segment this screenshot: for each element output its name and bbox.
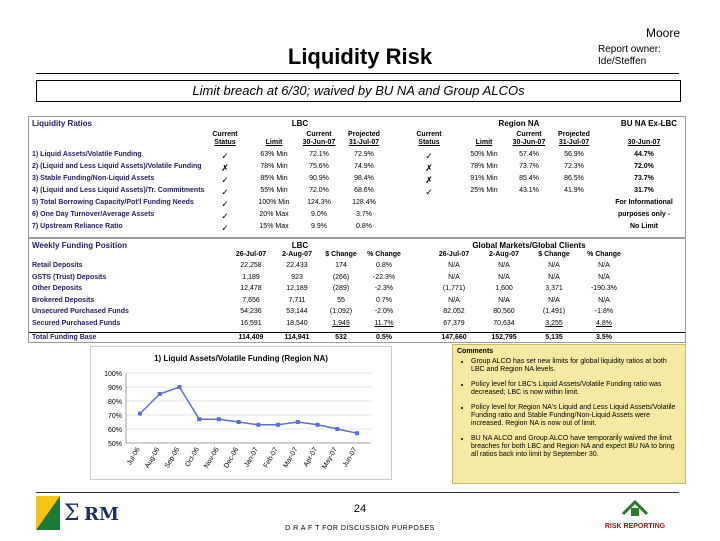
ratio-cell: 68.6% (354, 187, 374, 194)
weekly-row (29, 307, 685, 318)
ratios-col-header: Limit (265, 139, 283, 146)
ratio-cell: ✓ (221, 199, 229, 209)
ratio-cell: ✓ (221, 211, 229, 221)
weekly-global-header: Global Markets/Global Clients (472, 241, 586, 250)
x-tick-label: Sep-06 (163, 446, 182, 470)
weekly-cell: 147,660 (441, 334, 467, 341)
weekly-cell: -190.3% (590, 285, 618, 292)
ratio-cell: ✓ (221, 223, 229, 233)
ratio-row (29, 163, 685, 174)
x-tick-label: Aug-06 (144, 446, 162, 470)
x-tick-label: Feb-07 (262, 446, 280, 470)
data-point (256, 423, 260, 427)
ratio-cell: 74.9% (354, 163, 374, 170)
comment-item: • Group ALCO has set new limits for global liquidity ratios at both LBC and Region NA levels. (471, 358, 681, 374)
weekly-row (29, 319, 685, 330)
ratios-col-header: 30-Jun-07 (627, 139, 661, 146)
risk-reporting-text: RISK REPORTING (604, 523, 666, 530)
y-tick-label: 90% (107, 385, 122, 392)
region-na-header: Region NA (498, 119, 540, 128)
weekly-cell: N/A (448, 273, 460, 281)
x-tick-label: Apr-07 (302, 446, 320, 469)
weekly-funding-table (28, 238, 686, 343)
ratios-col-header: Projected (348, 131, 380, 138)
weekly-cell: 70,634 (493, 319, 515, 327)
data-point (197, 417, 201, 421)
weekly-cell: 1,600 (495, 285, 513, 292)
weekly-col-header: % Change (587, 251, 621, 258)
data-point (355, 431, 359, 435)
weekly-cell: (266) (332, 273, 350, 281)
weekly-cell: 12,189 (286, 285, 308, 292)
ratio-label: 2) (Liquid and Less Liquid Assets)/Volatile Funding (32, 163, 202, 170)
y-tick-label: 80% (107, 399, 122, 406)
lbc-header: LBC (291, 119, 309, 128)
weekly-cell: N/A (548, 296, 560, 304)
y-tick-label: 50% (107, 441, 122, 448)
ratio-cell: 31.7% (634, 187, 654, 194)
weekly-cell: 7,656 (242, 296, 260, 304)
x-tick-label: Jun-07 (341, 446, 359, 469)
ratio-cell: purposes only - (617, 211, 671, 218)
weekly-cell: 16,591 (240, 319, 262, 327)
weekly-label: Total Funding Base (32, 334, 97, 341)
weekly-lbc-header: LBC (291, 241, 309, 250)
x-tick-label: May-07 (321, 446, 340, 471)
weekly-cell: N/A (598, 262, 610, 269)
data-point (335, 427, 339, 431)
weekly-cell: 11.7% (374, 319, 394, 327)
weekly-label: Brokered Deposits (32, 296, 95, 304)
ratio-row (29, 175, 685, 186)
data-point (138, 412, 142, 416)
draft-notice: D R A F T FOR DISCUSSION PURPOSES (285, 525, 435, 532)
ratio-cell: 128.4% (352, 199, 376, 206)
bu-na-header: BU NA Ex-LBC (620, 119, 678, 128)
comments-panel (452, 344, 686, 484)
ratio-cell: ✓ (425, 187, 433, 197)
weekly-col-header: 26-Jul-07 (235, 251, 267, 258)
ratio-cell: 73.7% (634, 175, 654, 182)
weekly-col-header: 2-Aug-07 (489, 251, 519, 258)
weekly-cell: 0.7% (376, 296, 392, 304)
ratio-cell: 55% Min (260, 187, 288, 194)
weekly-row (29, 284, 685, 295)
ratio-cell: 72.0% (634, 163, 654, 170)
data-point (177, 385, 181, 389)
owner-names: Ide/Steffen (598, 56, 647, 67)
weekly-cell: 1,949 (332, 319, 350, 327)
ratios-col-header: 31-Jul-07 (348, 139, 380, 146)
ratio-cell: 20% Max (259, 211, 289, 218)
weekly-cell: N/A (498, 296, 510, 304)
ratio-cell: 50% Min (470, 151, 498, 158)
weekly-label: Unsecured Purchased Funds (32, 308, 129, 315)
ratio-cell: 72.9% (354, 151, 374, 158)
ratio-label: 5) Total Borrowing Capacity/Pot'l Funding Needs (32, 199, 194, 206)
ratio-row (29, 211, 685, 222)
line-chart (91, 347, 391, 479)
weekly-cell: 114,941 (284, 334, 310, 341)
ratio-row (29, 151, 685, 162)
weekly-cell: 80,560 (493, 308, 515, 315)
weekly-cell: 152,795 (491, 334, 517, 341)
breach-note: Limit breach at 6/30; waived by BU NA and Group ALCOs (36, 80, 681, 102)
rm-logo-text: RM (84, 504, 119, 525)
ratio-cell: ✗ (221, 163, 229, 173)
weekly-cell: N/A (498, 262, 510, 269)
ratios-col-header: Status (418, 139, 440, 146)
weekly-cell: 7,711 (288, 296, 306, 304)
weekly-cell: N/A (498, 273, 510, 281)
ratio-cell: ✓ (425, 151, 433, 161)
y-tick-label: 60% (107, 427, 122, 434)
ratio-cell: 72.3% (564, 163, 584, 170)
data-point (276, 423, 280, 427)
ratio-cell: 72.0% (309, 187, 329, 194)
weekly-cell: 923 (291, 273, 303, 281)
ratio-cell: 90.9% (309, 175, 329, 182)
weekly-cell: -2.3% (374, 285, 394, 292)
x-tick-label: Dec-06 (223, 446, 241, 470)
ratio-label: 4) (Liquid and Less Liquid Assets)/Tr. Commitments (32, 187, 205, 194)
ratio-cell: 9.9% (311, 223, 327, 230)
author-name: Moore (645, 26, 680, 40)
weekly-cell: -1.8% (594, 308, 614, 315)
weekly-row (29, 261, 685, 272)
weekly-cell: (1,771) (442, 285, 466, 292)
svg-text:Σ: Σ (64, 501, 80, 526)
page-title: Liquidity Risk (287, 44, 433, 69)
ratio-cell: 124.3% (307, 199, 331, 206)
comments-list (453, 358, 685, 459)
weekly-col-header: $ Change (538, 251, 570, 258)
title-divider (36, 73, 679, 74)
weekly-cell: 5,135 (545, 334, 563, 341)
ratio-cell: 57.4% (519, 151, 539, 158)
weekly-cell: 4.8% (596, 319, 612, 327)
ratio-cell: 98.4% (354, 175, 374, 182)
weekly-cell: (1,092) (329, 308, 353, 315)
weekly-cell: 0.8% (376, 262, 392, 269)
x-tick-label: Jan-07 (243, 446, 261, 469)
weekly-cell: 532 (335, 334, 347, 341)
weekly-cell: N/A (548, 262, 560, 269)
ratio-cell: 91% Min (470, 175, 498, 182)
liquidity-ratios-table (28, 116, 686, 238)
weekly-cell: 3.5% (596, 334, 612, 341)
weekly-label: Retail Deposits (32, 262, 83, 269)
x-tick-label: Oct-06 (184, 446, 201, 469)
ratio-cell: 100% Min (258, 199, 290, 206)
data-point (237, 420, 241, 424)
x-tick-label: Mar-07 (282, 446, 300, 470)
weekly-cell: 18,540 (286, 319, 308, 327)
ratios-col-header: Current (416, 131, 442, 138)
ratio-cell: 73.7% (519, 163, 539, 170)
weekly-title: Weekly Funding Position (32, 241, 127, 250)
ratio-cell: For Informational (615, 199, 673, 206)
weekly-cell: (289) (332, 285, 350, 292)
ratio-cell: 78% Min (470, 163, 498, 170)
weekly-cell: N/A (448, 262, 460, 269)
ratio-row (29, 223, 685, 234)
weekly-cell: (1,491) (542, 308, 566, 315)
comments-title: Comments (457, 348, 494, 355)
ratio-cell: 3.7% (356, 211, 372, 218)
chart-title: 1) Liquid Assets/Volatile Funding (Region NA) (154, 354, 328, 363)
weekly-cell: N/A (598, 296, 610, 304)
data-point (316, 423, 320, 427)
ratio-cell: 86.5% (564, 175, 584, 182)
weekly-col-header: 26-Jul-07 (438, 251, 470, 258)
ratio-cell: 0.8% (356, 223, 372, 230)
ratios-col-header: Projected (558, 131, 590, 138)
ratio-label: 1) Liquid Assets/Volatile Funding (32, 151, 142, 158)
ratio-cell: 78% Min (260, 163, 288, 170)
ratio-cell: No Limit (630, 223, 658, 230)
weekly-cell: 114,409 (238, 334, 264, 341)
weekly-cell: 3,371 (545, 285, 563, 292)
ratio-cell: 25% Min (470, 187, 498, 194)
ratio-cell: ✗ (425, 163, 433, 173)
ratios-col-header: Status (214, 139, 236, 146)
weekly-cell: N/A (448, 296, 460, 304)
weekly-row (29, 296, 685, 307)
weekly-cell: 82,052 (443, 308, 465, 315)
ratios-col-header: 31-Jul-07 (558, 139, 590, 146)
weekly-cell: 67,379 (443, 319, 465, 327)
weekly-label: Other Deposits (32, 285, 83, 292)
ratios-col-header: Current (516, 131, 542, 138)
x-tick-label: Jul-06 (126, 446, 142, 467)
ratio-cell: 85.4% (519, 175, 539, 182)
comment-item: • BU NA ALCO and Group ALCO have temporarily waived the limit breaches for both LBC and Region NA and expect BU NA to bring all ratios back into limit by September 30. (471, 435, 681, 459)
data-point (296, 420, 300, 424)
footer-divider (36, 492, 679, 493)
weekly-cell: 174 (335, 262, 347, 269)
ratios-col-header: Current (306, 131, 332, 138)
ratio-row (29, 187, 685, 198)
ratio-cell: 72.1% (309, 151, 329, 158)
y-tick-label: 70% (107, 413, 122, 420)
weekly-row (29, 332, 685, 344)
weekly-label: GSTS (Trust) Deposits (32, 273, 107, 281)
ratio-row (29, 199, 685, 210)
ratio-cell: 9.0% (311, 211, 327, 218)
y-tick-label: 100% (104, 371, 122, 378)
weekly-cell: 0.5% (376, 334, 392, 341)
weekly-cell: 22,433 (286, 262, 308, 269)
ratio-cell: 15% Max (259, 223, 289, 230)
ratio-label: 3) Stable Funding/Non-Liquid Assets (32, 175, 155, 182)
weekly-cell: N/A (598, 273, 610, 281)
ratio-cell: ✓ (221, 175, 229, 185)
weekly-cell: 1,189 (242, 273, 260, 281)
ratio-label: 6) One Day Turnover/Average Assets (32, 211, 155, 218)
weekly-cell: -2.0% (374, 308, 394, 315)
comment-item: • Policy level for LBC's Liquid Assets/Volatile Funding ratio was decreased; LBC is now within limit. (471, 381, 681, 397)
weekly-col-header: % Change (367, 251, 401, 258)
weekly-cell: 12,478 (240, 285, 262, 292)
weekly-cell: 54,236 (240, 308, 262, 315)
ratios-col-header: 30-Jun-07 (302, 139, 336, 146)
x-tick-label: Nov-06 (203, 446, 221, 470)
weekly-row (29, 273, 685, 284)
data-point (158, 392, 162, 396)
ratios-col-header: Limit (475, 139, 493, 146)
ratio-cell: 85% Min (260, 175, 288, 182)
ratios-title: Liquidity Ratios (32, 119, 92, 128)
ratio-cell: 41.9% (564, 187, 584, 194)
chart-panel (90, 346, 392, 480)
data-point (217, 417, 221, 421)
weekly-cell: N/A (548, 273, 560, 281)
ratio-cell: 56.9% (564, 151, 584, 158)
owner-label: Report owner: (598, 44, 661, 55)
weekly-col-header: $ Change (325, 251, 357, 258)
ratio-cell: 44.7% (634, 151, 654, 158)
ratio-cell: ✓ (221, 187, 229, 197)
page-number: 24 (353, 503, 367, 515)
ratio-cell: 43.1% (519, 187, 539, 194)
ratio-cell: ✓ (221, 151, 229, 161)
ratio-cell: 75.6% (309, 163, 329, 170)
weekly-cell: 55 (337, 296, 345, 304)
weekly-label: Secured Purchased Funds (32, 319, 121, 327)
weekly-cell: -22.3% (372, 273, 396, 281)
weekly-col-header: 2-Aug-07 (282, 251, 312, 258)
series-line (140, 387, 357, 433)
ratio-cell: 63% Min (260, 151, 288, 158)
ratios-col-header: 30-Jun-07 (512, 139, 546, 146)
weekly-cell: 53,144 (286, 308, 308, 315)
ratio-label: 7) Upstream Reliance Ratio (32, 223, 123, 230)
ratios-col-header: Current (212, 131, 238, 138)
ratio-cell: ✗ (425, 175, 433, 185)
weekly-cell: 22,258 (240, 262, 262, 269)
comment-item: • Policy level for Region NA's Liquid and Less Liquid Assets/Volatile Funding ratio and Stable Funding/Non-Liquid Assets were increased. Region NA is now out of limit. (471, 404, 681, 428)
weekly-cell: 3,255 (545, 319, 563, 327)
